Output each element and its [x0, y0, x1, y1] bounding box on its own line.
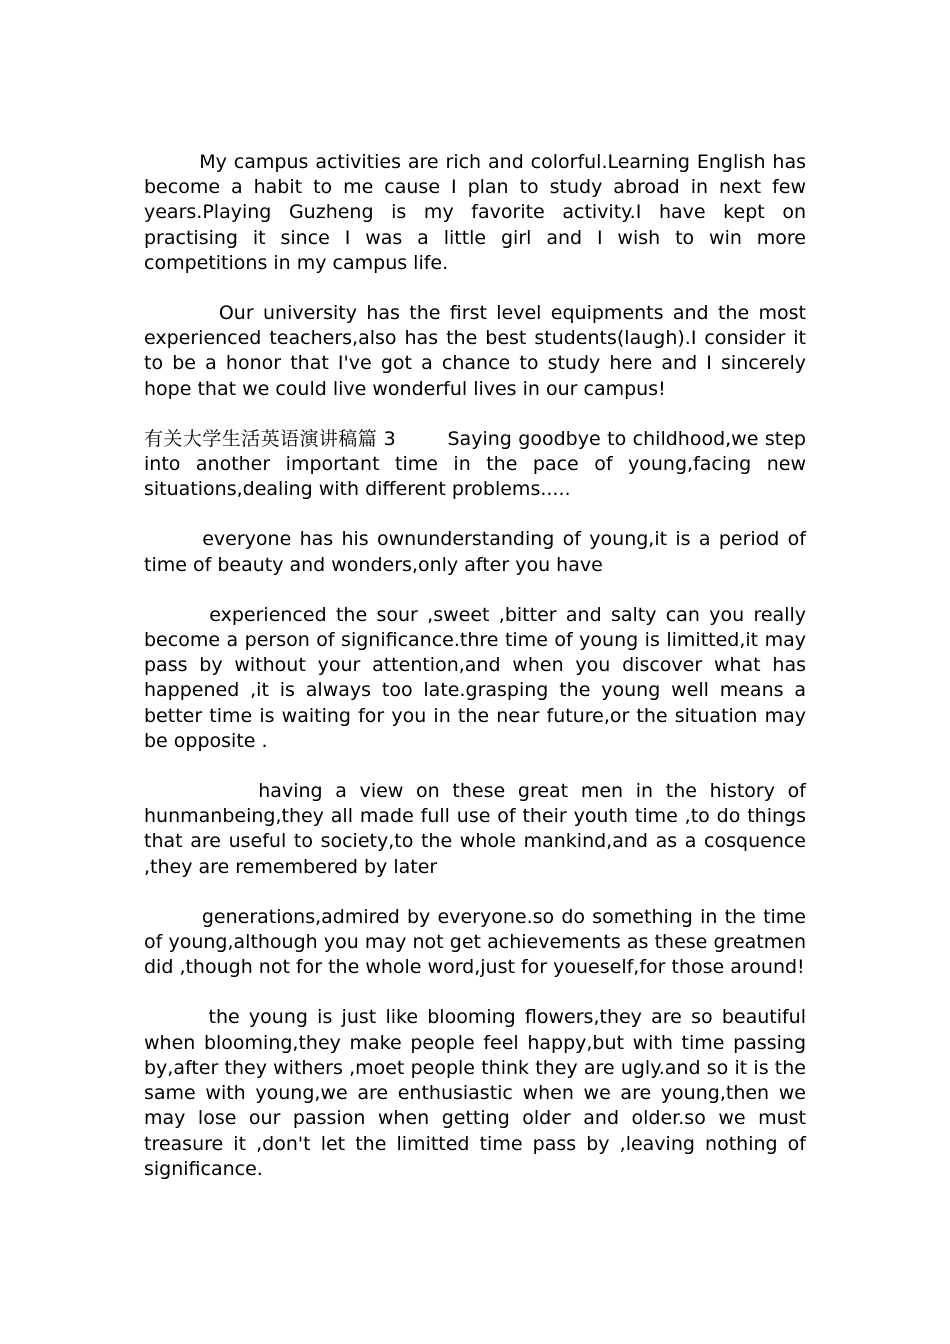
section-heading: 有关大学生活英语演讲稿篇 3 [144, 427, 396, 450]
section-3-paragraph [144, 427, 813, 503]
paragraph-university: Our university has the first level equipments and the most experienced teachers,also has the best students(laugh).I consider it to be a honor that I've got a chance to study here and I sincerely hope that we could live wonderful lives in our campus! [144, 302, 813, 400]
paragraph-experienced: experienced the sour ,sweet ,bitter and salty can you really become a person of significance.thre time of young is limitted,it may pass by without your attention,and when you discover what has happened ,it is always too late.grasping the young well means a better time is waiting for you in the near future,or the situation may be opposite . [144, 603, 813, 752]
section-intro: Saying goodbye to childhood,we step into another important time in the pace of young,facing new situations,dealing with different problems..... [144, 427, 813, 501]
paragraph-blooming-flowers: the young is just like blooming flowers,they are so beautiful when blooming,they make people feel happy,but with time passing by,after they withers ,moet people think they are ugly.and so it is the same with young,we are enthusiastic when we are young,then we may lose our passion when getting older and older.so we must treasure it ,don't let the limitted time pass by ,leaving nothing of significance. [144, 1006, 813, 1180]
paragraph-generations: generations,admired by everyone.so do something in the time of young,although you may not get achievements as these greatmen did ,though not for the whole word,just for youeself,for those around! [144, 905, 813, 979]
document-body [144, 150, 813, 1207]
paragraph-great-men: having a view on these great men in the history of hunmanbeing,they all made full use of their youth time ,to do things that are useful to society,to the whole mankind,and as a cosquence ,they are remembered by later [144, 780, 813, 878]
paragraph-campus-activities: My campus activities are rich and colorful.Learning English has become a habit to me cause I plan to study abroad in next few years.Playing Guzheng is my favorite activity.I have kept on practising it since I was a little girl and I wish to win more competitions in my campus life. [144, 151, 813, 274]
paragraph-understanding-young: everyone has his ownunderstanding of young,it is a period of time of beauty and wonders,only after you have [144, 528, 813, 576]
